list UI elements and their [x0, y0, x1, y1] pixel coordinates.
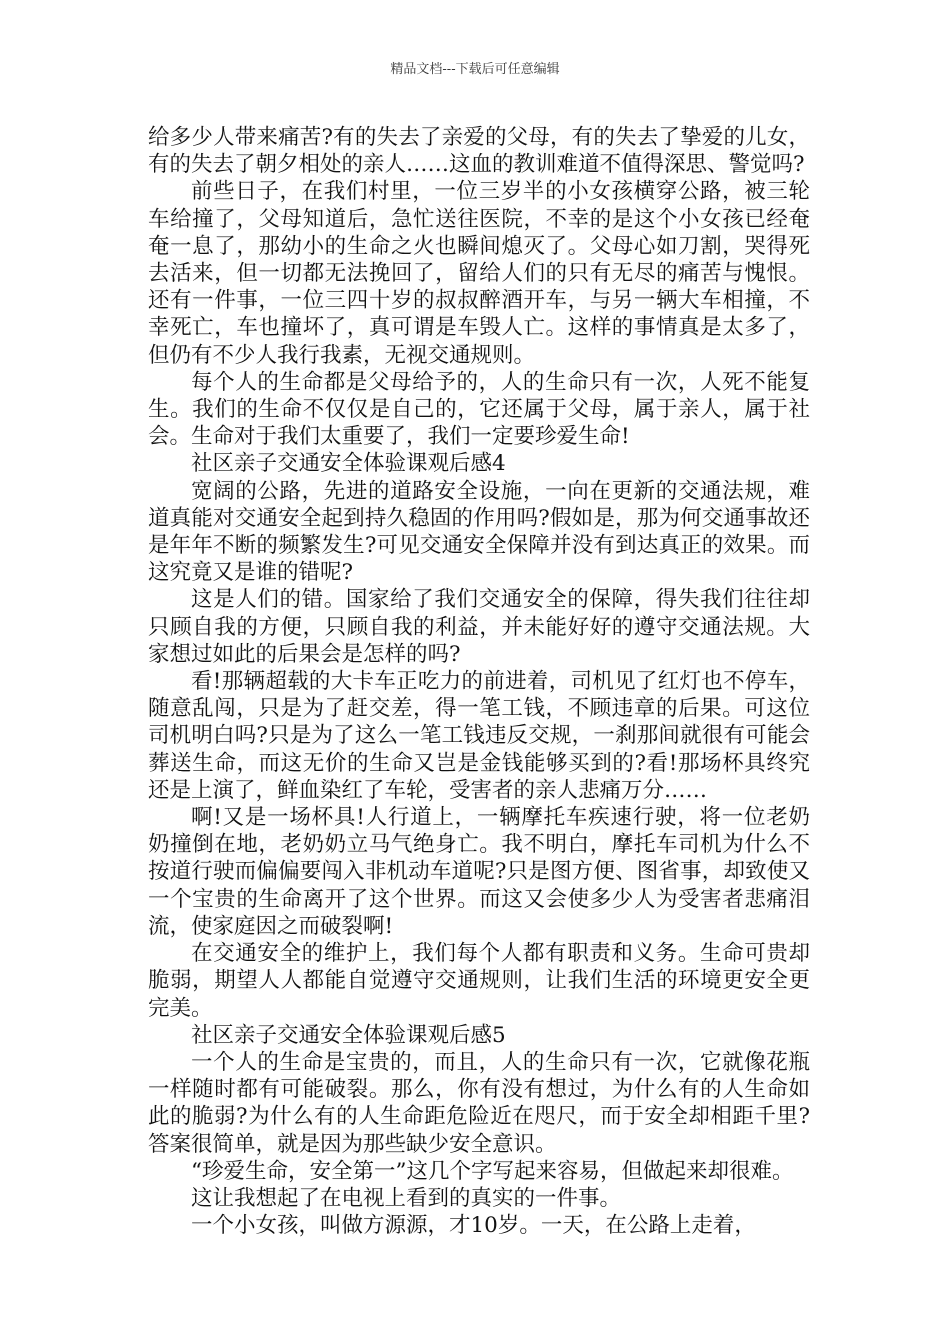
paragraph: 宽阔的公路，先进的道路安全设施，一向在更新的交通法规，难道真能对交通安全起到持久稳固的作用吗?假如是，那为何交通事故还是年年不断的频繁发生?可见交通安全保障并没有到达真正的效果。而这究竟又是谁的错呢? — [148, 478, 810, 586]
paragraph: 每个人的生命都是父母给予的，人的生命只有一次，人死不能复生。我们的生命不仅仅是自己的，它还属于父母，属于亲人，属于社会。生命对于我们太重要了，我们一定要珍爱生命! — [148, 369, 810, 450]
paragraph: 一个人的生命是宝贵的，而且，人的生命只有一次，它就像花瓶一样随时都有可能破裂。那么，你有没有想过，为什么有的人生命如此的脆弱?为什么有的人生命距危险近在咫尺，而于安全却相距千里?答案很简单，就是因为那些缺少安全意识。 — [148, 1049, 810, 1157]
paragraph: 在交通安全的维护上，我们每个人都有职责和义务。生命可贵却脆弱，期望人人都能自觉遵守交通规则，让我们生活的环境更安全更完美。 — [148, 941, 810, 1021]
paragraph-continuation: 给多少人带来痛苦?有的失去了亲爱的父母，有的失去了挚爱的儿女，有的失去了朝夕相处的亲人……这血的教训难道不值得深思、警觉吗? — [148, 125, 810, 178]
document-body — [148, 124, 810, 1239]
section-heading-4: 社区亲子交通安全体验课观后感4 — [191, 451, 506, 477]
section-heading-5: 社区亲子交通安全体验课观后感5 — [191, 1022, 506, 1048]
paragraph: 啊!又是一场杯具!人行道上，一辆摩托车疾速行驶，将一位老奶奶撞倒在地，老奶奶立马气绝身亡。我不明白，摩托车司机为什么不按道行驶而偏偏要闯入非机动车道呢?只是图方便、图省事，却致使又一个宝贵的生命离开了这个世界。而这又会使多少人为受害者悲痛泪流，使家庭因之而破裂啊! — [148, 805, 810, 939]
paragraph: 看!那辆超载的大卡车正吃力的前进着，司机见了红灯也不停车，随意乱闯，只是为了赶交差，得一笔工钱，不顾违章的后果。可这位司机明白吗?只是为了这么一笔工钱违反交规，一刹那间就很有可能会葬送生命，而这无价的生命又岂是金钱能够买到的?看!那场杯具终究还是上演了，鲜血染红了车轮，受害者的亲人悲痛万分…… — [148, 669, 810, 803]
page-header: 精品文档---下载后可任意编辑 — [390, 62, 560, 77]
paragraph: 这让我想起了在电视上看到的真实的一件事。 — [191, 1185, 622, 1211]
paragraph: 这是人们的错。国家给了我们交通安全的保障，得失我们往往却只顾自我的方便，只顾自我的利益，并未能好好的遵守交通法规。大家想过如此的后果会是怎样的吗? — [148, 587, 810, 667]
paragraph: “珍爱生命，安全第一”这几个字写起来容易，但做起来却很难。 — [191, 1158, 794, 1184]
paragraph: 前些日子，在我们村里，一位三岁半的小女孩横穿公路，被三轮车给撞了，父母知道后，急忙送往医院，不幸的是这个小女孩已经奄奄一息了，那幼小的生命之火也瞬间熄灭了。父母心如刀割，哭得死去活来，但一切都无法挽回了，留给人们的只有无尽的痛苦与愧恨。还有一件事，一位三四十岁的叔叔醉酒开车，与另一辆大车相撞，不幸死亡，车也撞坏了，真可谓是车毁人亡。这样的事情真是太多了，但仍有不少人我行我素，无视交通规则。 — [148, 179, 810, 368]
paragraph: 一个小女孩，叫做方源源，才10岁。一天，在公路上走着， — [191, 1213, 756, 1239]
